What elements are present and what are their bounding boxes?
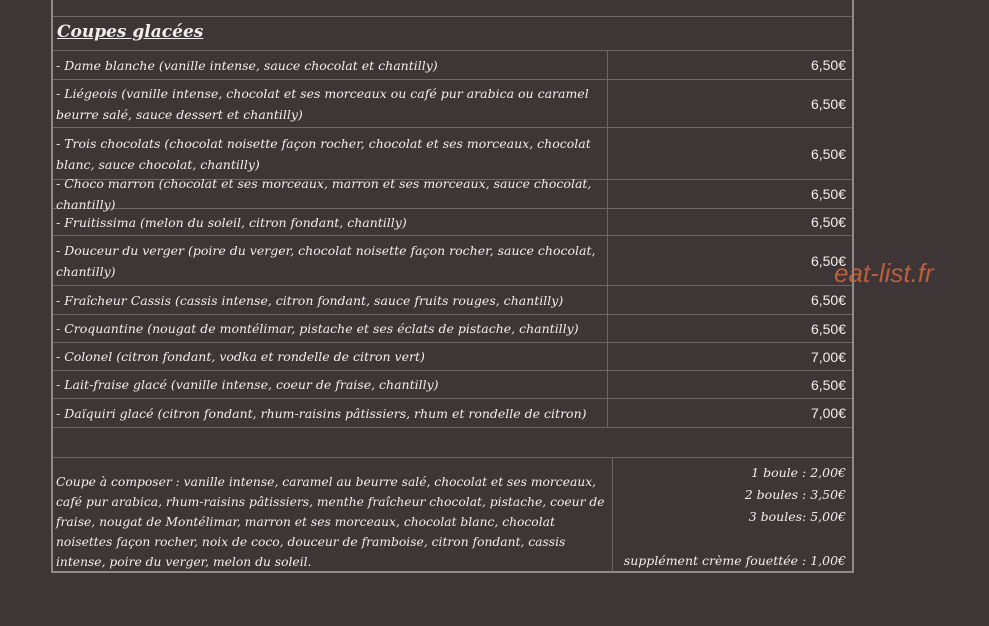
item-price: 6,50€ xyxy=(810,57,846,73)
menu-row xyxy=(53,80,852,128)
item-price: 6,50€ xyxy=(810,292,846,308)
item-price: 6,50€ xyxy=(810,186,846,202)
compose-section xyxy=(53,457,852,572)
item-description: - Daïquiri glacé (citron fondant, rhum-raisins pâtissiers, rhum et rondelle de citron) xyxy=(56,399,608,427)
item-price: 7,00€ xyxy=(810,348,846,365)
item-price: 6,50€ xyxy=(810,252,846,269)
item-description: - Choco marron (chocolat et ses morceaux, marron et ses morceaux, sauce chocolat, chantilly) xyxy=(56,180,608,208)
menu-row xyxy=(53,51,852,80)
scoop-prices xyxy=(745,462,846,528)
item-price: 6,50€ xyxy=(810,145,846,162)
item-price: 7,00€ xyxy=(810,405,846,421)
item-description: - Douceur du verger (poire du verger, chocolat noisette façon rocher, sauce chocolat, chantilly) xyxy=(56,236,608,285)
item-price: 6,50€ xyxy=(810,95,846,112)
compose-divider xyxy=(612,458,613,572)
menu-row xyxy=(53,399,852,428)
item-description: - Trois chocolats (chocolat noisette façon rocher, chocolat et ses morceaux, chocolat blanc, sauce chocolat, chantilly) xyxy=(56,128,608,179)
section-title: Coupes glacées xyxy=(57,22,204,42)
item-description: - Dame blanche (vanille intense, sauce chocolat et chantilly) xyxy=(56,51,608,79)
item-description: - Lait-fraise glacé (vanille intense, coeur de fraise, chantilly) xyxy=(56,371,608,398)
menu-row xyxy=(53,176,852,212)
menu-row xyxy=(53,236,852,286)
item-description: - Fruitissima (melon du soleil, citron fondant, chantilly) xyxy=(56,209,608,235)
item-description: - Colonel (citron fondant, vodka et rondelle de citron vert) xyxy=(56,343,608,370)
scoop-price-3: 3 boules: 5,00€ xyxy=(748,509,846,524)
scoop-price-2: 2 boules : 3,50€ xyxy=(744,487,846,502)
whipped-cream-supplement: supplément crème fouettée : 1,00€ xyxy=(623,553,846,568)
menu-row xyxy=(53,371,852,399)
menu-row xyxy=(53,286,852,315)
item-description: - Liégeois (vanille intense, chocolat et ses morceaux ou café pur arabica ou caramel beurre salé, sauce dessert et chantilly) xyxy=(56,80,608,127)
watermark: eat-list.fr xyxy=(834,258,934,288)
compose-description: Coupe à composer : vanille intense, caramel au beurre salé, chocolat et ses morceaux, café pur arabica, rhum-raisins pâtissiers, menthe fraîcheur chocolat, pistache, coeur de fraise, nougat de Montélimar, marron et ses morceaux, chocolat blanc, chocolat noisettes façon rocher, noix de coco, douceur de framboise, citron fondant, cassis intense, poire du verger, melon du soleil. xyxy=(56,475,605,569)
scoop-price-1: 1 boule : 2,00€ xyxy=(751,465,846,480)
menu-table xyxy=(51,0,854,573)
menu-row xyxy=(53,315,852,343)
menu-row xyxy=(53,343,852,371)
item-description: - Fraîcheur Cassis (cassis intense, citron fondant, sauce fruits rouges, chantilly) xyxy=(56,286,608,314)
menu-row xyxy=(53,209,852,236)
top-band xyxy=(53,0,852,17)
item-description: - Croquantine (nougat de montélimar, pistache et ses éclats de pistache, chantilly) xyxy=(56,315,608,342)
item-price: 6,50€ xyxy=(810,376,846,393)
item-price: 6,50€ xyxy=(810,214,846,230)
item-price: 6,50€ xyxy=(810,320,846,337)
